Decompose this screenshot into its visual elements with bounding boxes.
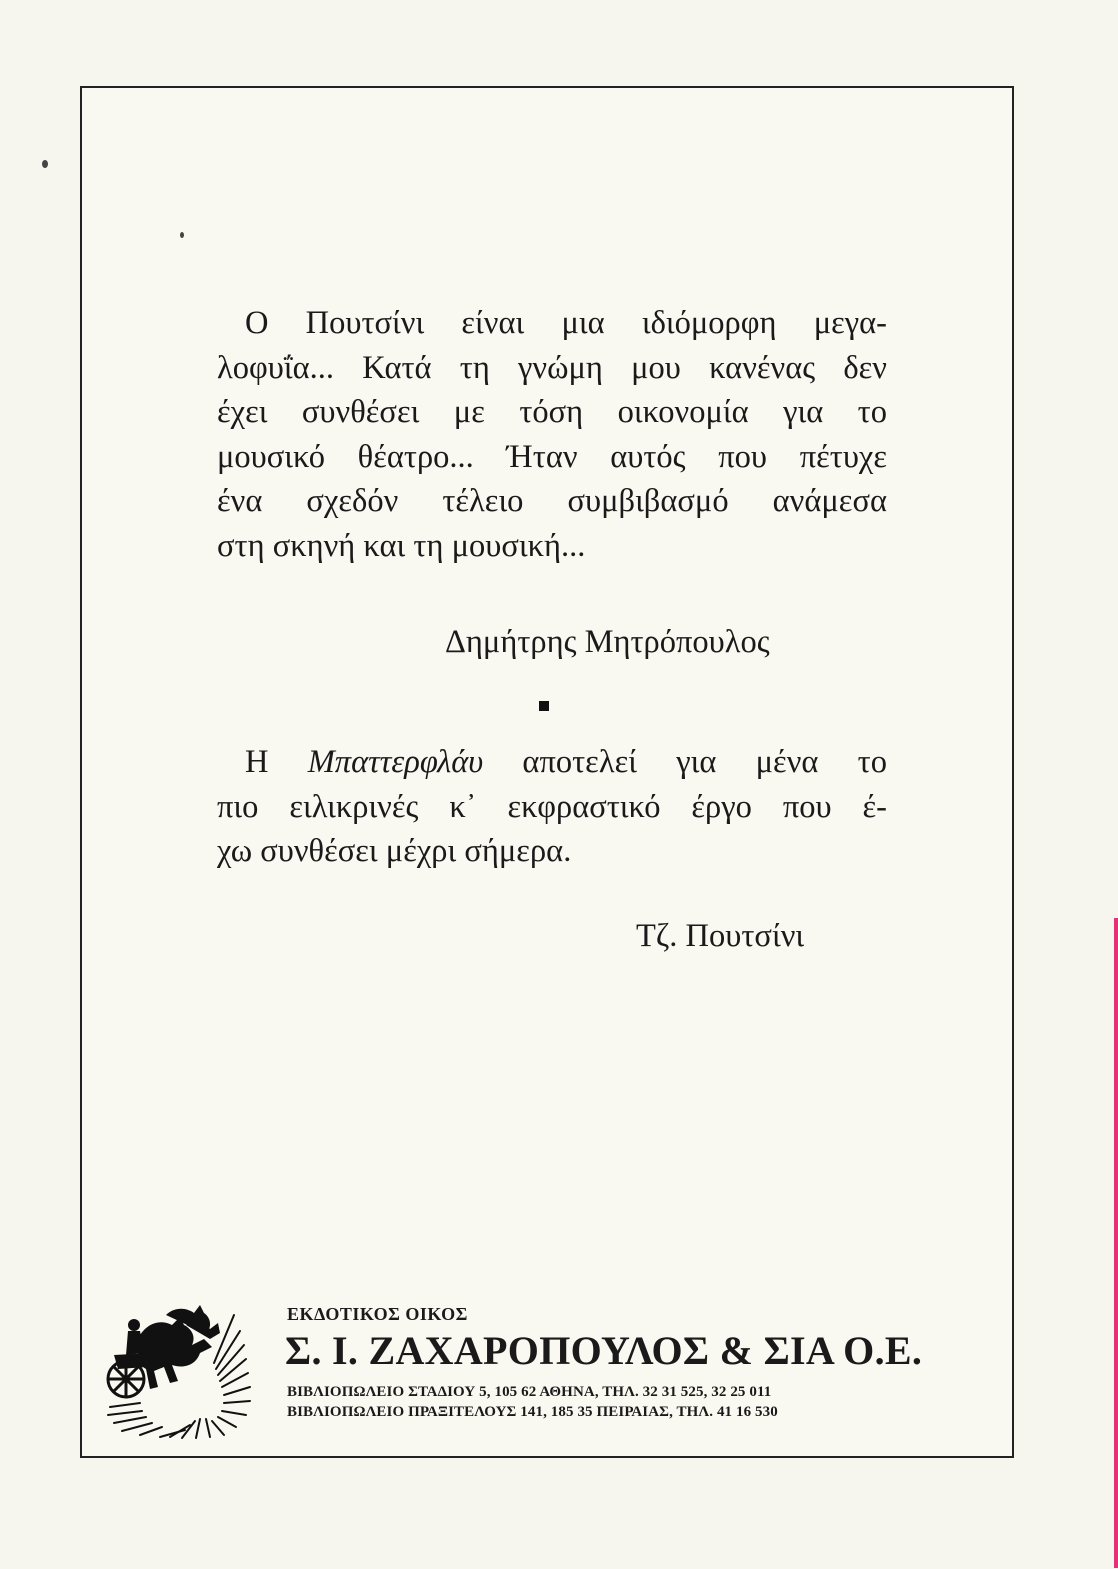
separator-bullet xyxy=(539,701,549,711)
quote-text: αποτελεί για μένα το xyxy=(483,744,887,780)
print-speck xyxy=(42,160,48,168)
page-edge-accent xyxy=(1114,918,1118,1568)
print-speck xyxy=(180,232,184,238)
publisher-address-athens: ΒΙΒΛΙΟΠΩΛΕΙΟ ΣΤΑΔΙΟΥ 5, 105 62 ΑΘΗΝΑ, ΤΗΛ. 32 31 525, 32 25 011 xyxy=(287,1384,772,1400)
quote-line: λοφυΐα... Κατά τη γνώμη μου κανένας δεν xyxy=(217,349,887,386)
quote-line: στη σκηνή και τη μουσική... xyxy=(217,527,586,564)
opera-title: Μπαττερφλάυ xyxy=(307,744,484,780)
quote-line: χω συνθέσει μέχρι σήμερα. xyxy=(217,833,572,869)
quote-text: Η xyxy=(245,744,308,780)
chariot-logo-icon xyxy=(100,1295,260,1440)
publisher-address-piraeus: ΒΙΒΛΙΟΠΩΛΕΙΟ ΠΡΑΞΙΤΕΛΟΥΣ 141, 185 35 ΠΕΙΡΑΙΑΣ, ΤΗΛ. 41 16 530 xyxy=(287,1404,778,1420)
quote-metropoulos xyxy=(217,301,887,568)
quote-line xyxy=(217,740,887,785)
quote-line: μουσικό θέατρο... Ήταν αυτός που πέτυχε xyxy=(217,438,887,475)
quote-line: ένα σχεδόν τέλειο συμβιβασμό ανάμεσα xyxy=(217,483,887,519)
quote-author-metropoulos: Δημήτρης Μητρόπουλος xyxy=(445,624,770,660)
quote-puccini xyxy=(217,740,887,874)
quote-author-puccini: Τζ. Πουτσίνι xyxy=(636,918,805,954)
publisher-label: ΕΚΔΟΤΙΚΟΣ ΟΙΚΟΣ xyxy=(287,1304,468,1324)
quote-line: έχει συνθέσει με τόση οικονομία για το xyxy=(217,394,887,430)
quote-line: πιο ειλικρινές κ᾽ εκφραστικό έργο που έ- xyxy=(217,788,887,825)
quote-line: Ο Πουτσίνι είναι μια ιδιόμορφη μεγα- xyxy=(245,305,887,341)
publisher-name: Σ. Ι. ΖΑΧΑΡΟΠΟΥΛΟΣ & ΣΙΑ Ο.Ε. xyxy=(285,1328,923,1373)
